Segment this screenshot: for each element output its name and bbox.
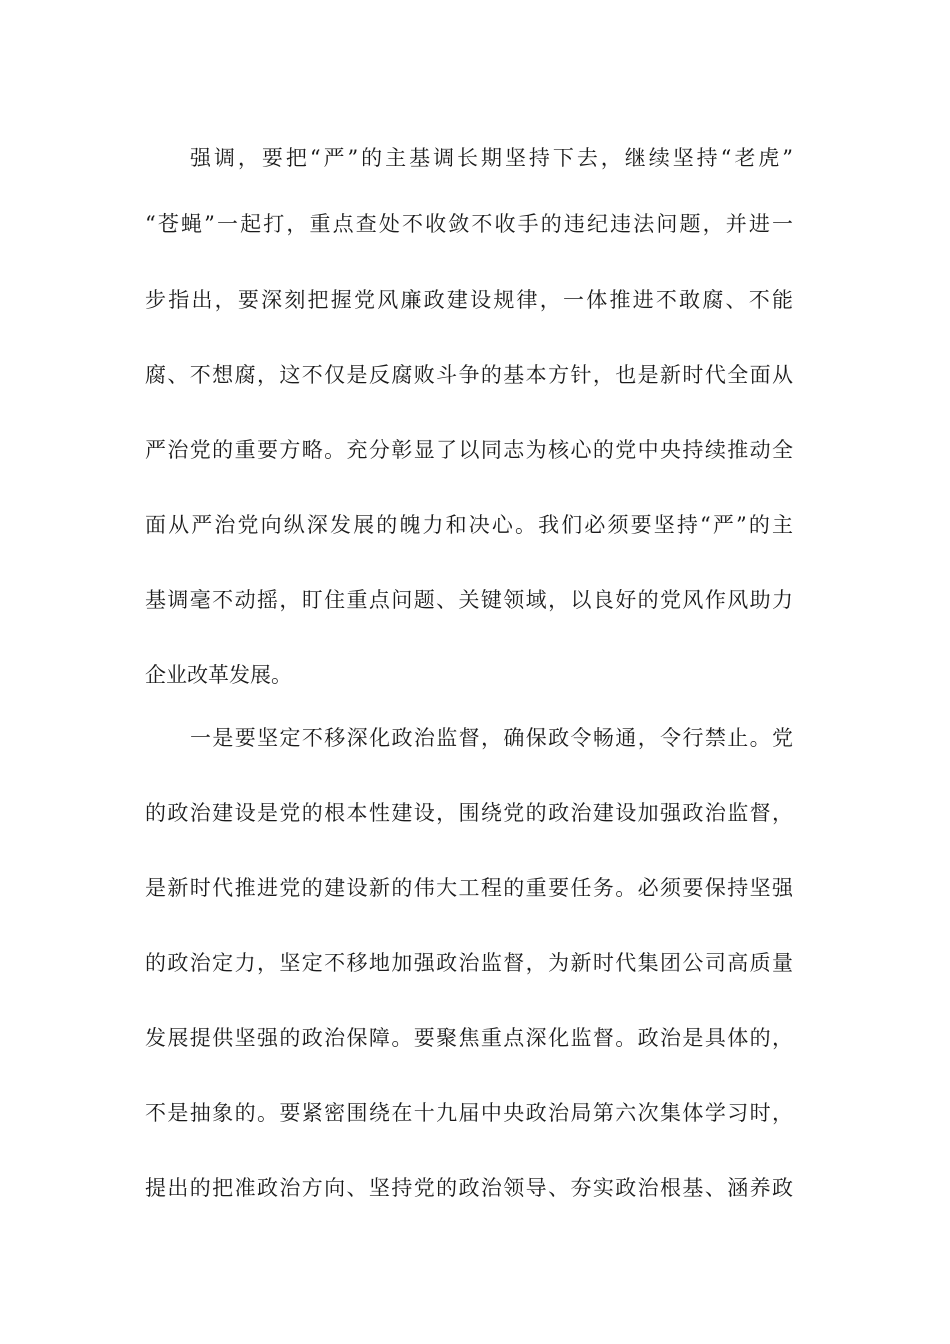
text-line: 步指出，要深刻把握党风廉政建设规律，一体推进不敢腐、不能 (145, 288, 793, 312)
text-line: 的政治建设是党的根本性建设，围绕党的政治建设加强政治监督， (145, 801, 793, 825)
text-line: 强调，要把“严”的主基调长期坚持下去，继续坚持“老虎” (190, 146, 793, 170)
text-line: 是新时代推进党的建设新的伟大工程的重要任务。必须要保持坚强 (145, 876, 793, 900)
text-line: 企业改革发展。 (145, 663, 292, 687)
text-line: 基调毫不动摇，盯住重点问题、关键领域，以良好的党风作风助力 (145, 588, 793, 612)
text-line: 提出的把准政治方向、坚持党的政治领导、夯实政治根基、涵养政 (145, 1176, 793, 1200)
text-line: 面从严治党向纵深发展的魄力和决心。我们必须要坚持“严”的主 (145, 513, 793, 537)
text-line: 腐、不想腐，这不仅是反腐败斗争的基本方针，也是新时代全面从 (145, 363, 793, 387)
text-line: 的政治定力，坚定不移地加强政治监督，为新时代集团公司高质量 (145, 951, 793, 975)
text-line: 不是抽象的。要紧密围绕在十九届中央政治局第六次集体学习时， (145, 1101, 793, 1125)
text-line: 严治党的重要方略。充分彰显了以同志为核心的党中央持续推动全 (145, 438, 793, 462)
text-line: 发展提供坚强的政治保障。要聚焦重点深化监督。政治是具体的， (145, 1026, 793, 1050)
text-line: “苍蝇”一起打，重点查处不收敛不收手的违纪违法问题，并进一 (145, 212, 793, 236)
text-line: 一是要坚定不移深化政治监督，确保政令畅通，令行禁止。党 (190, 726, 793, 750)
